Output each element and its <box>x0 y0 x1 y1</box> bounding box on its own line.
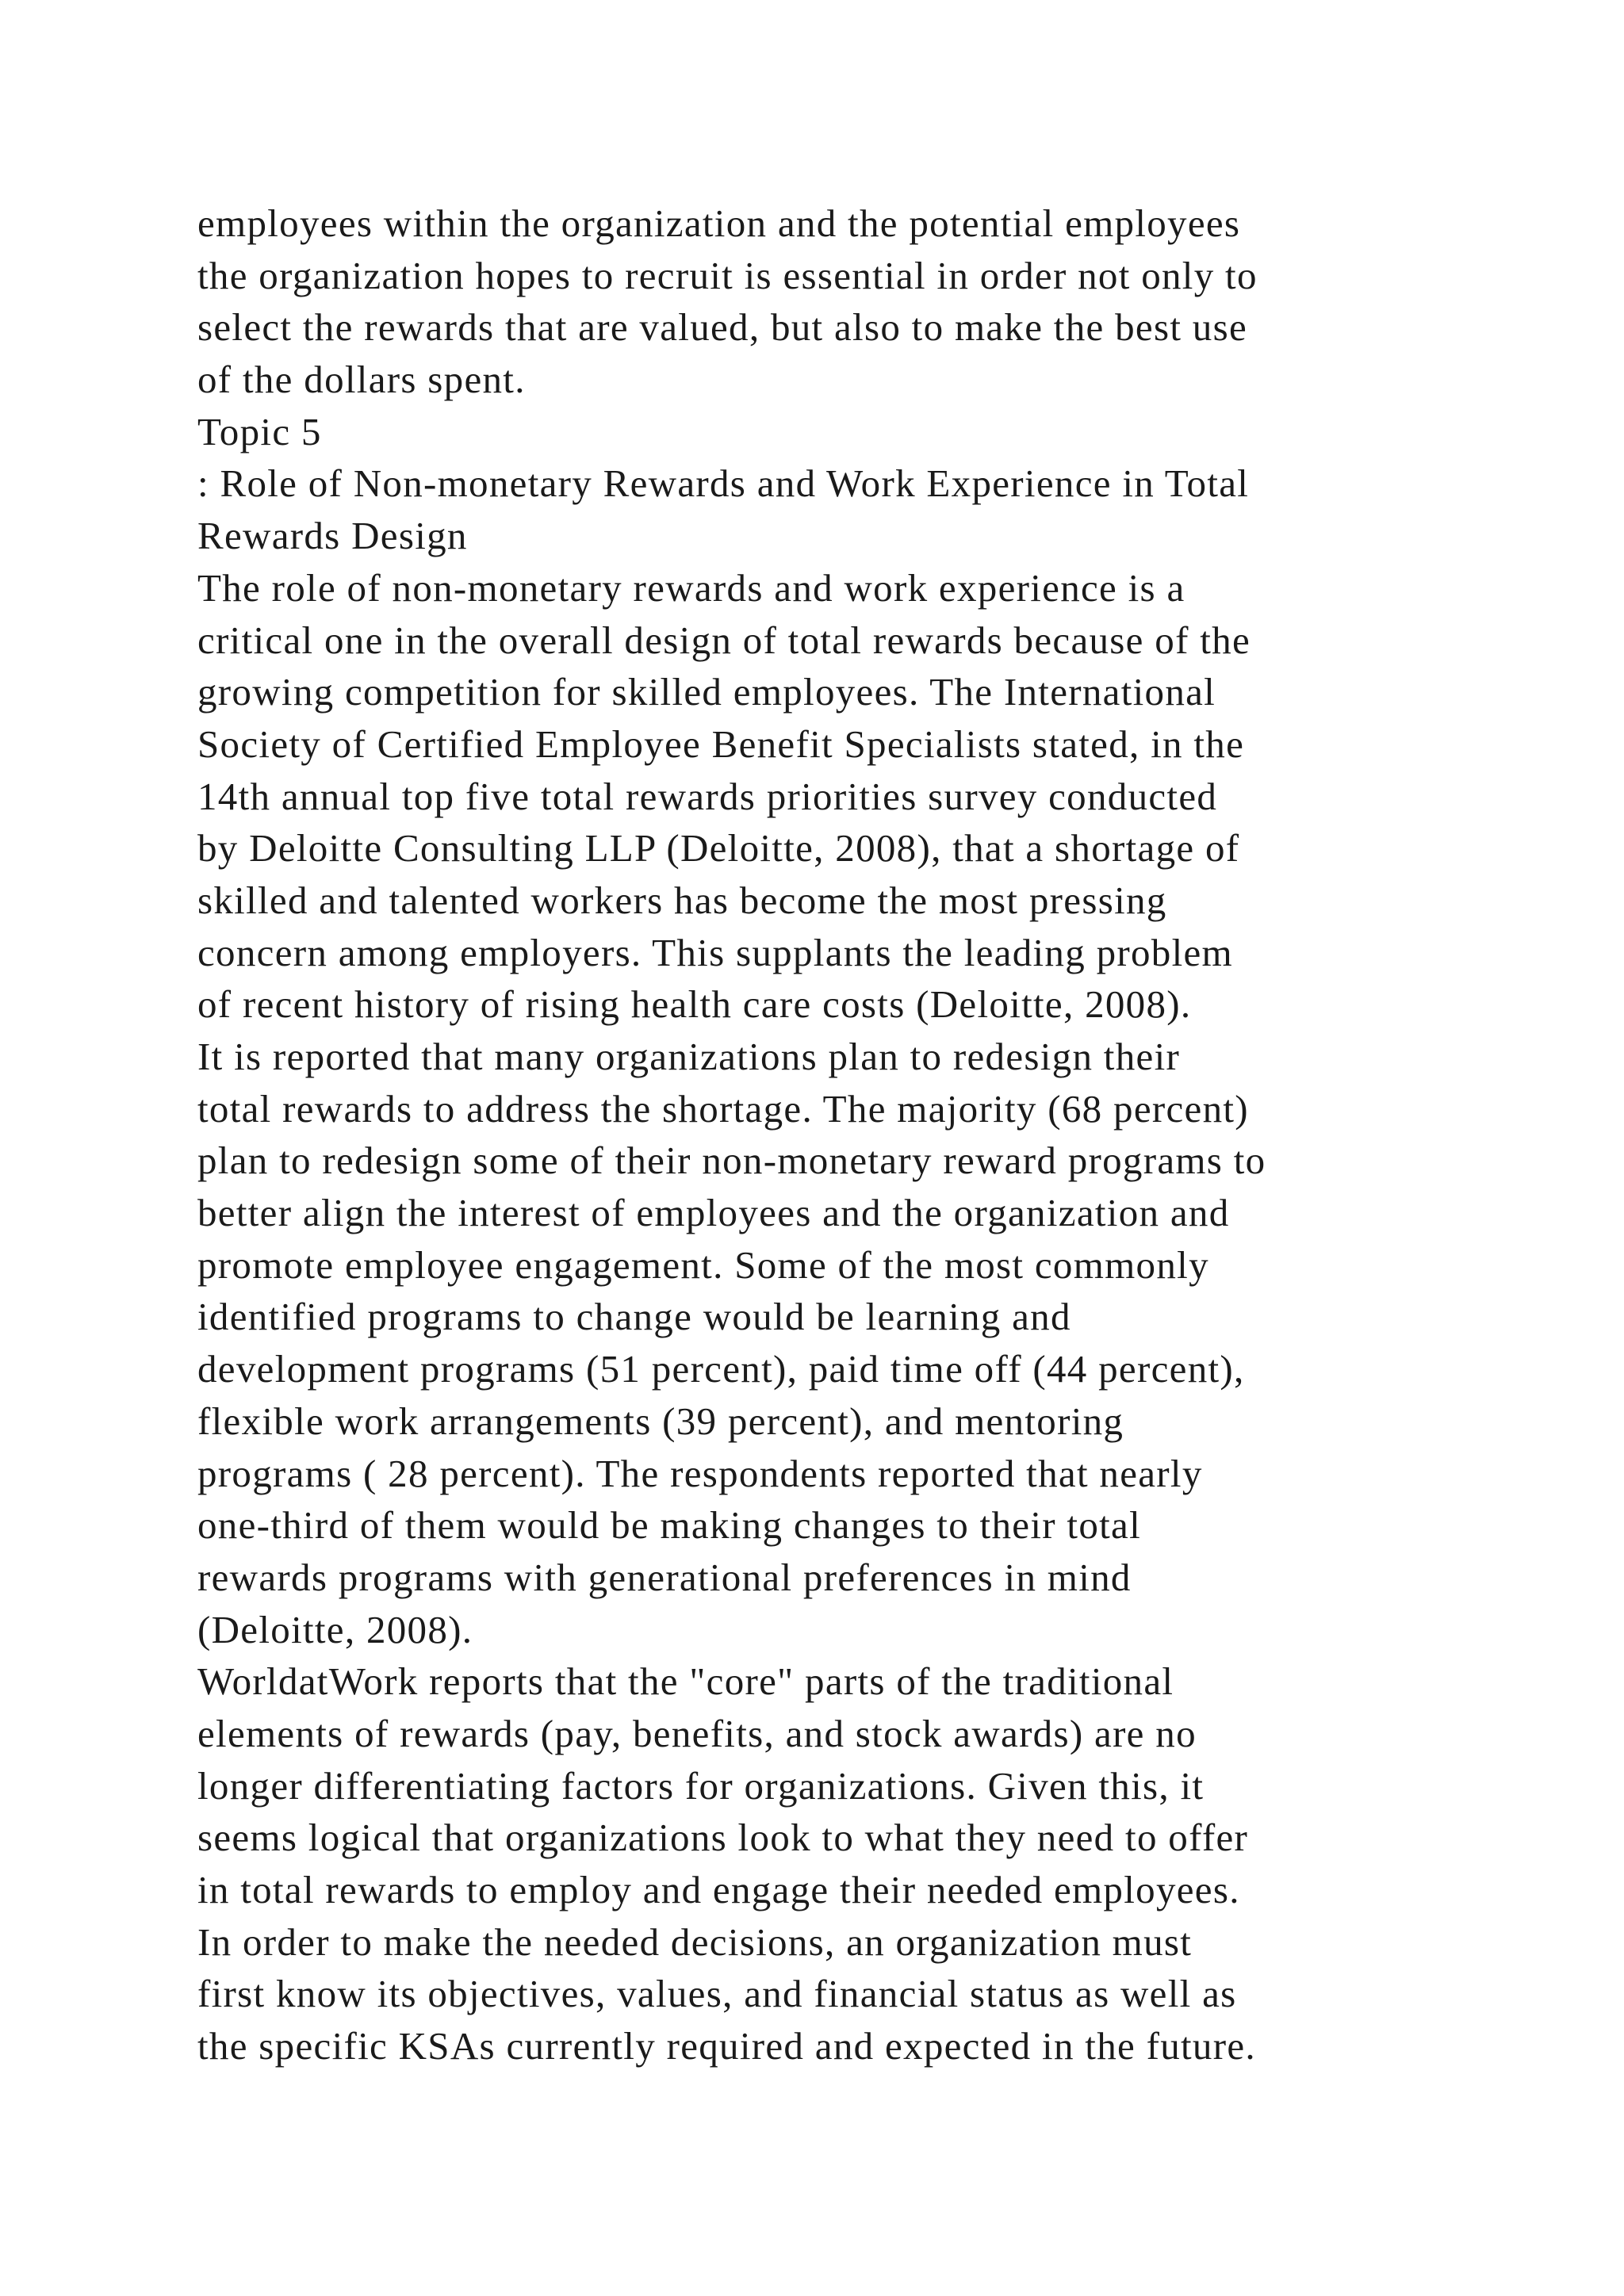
text-line: programs ( 28 percent). The respondents reported that nearly <box>197 1451 1203 1495</box>
text-line: elements of rewards (pay, benefits, and stock awards) are no <box>197 1711 1197 1755</box>
body-text <box>197 197 1545 2072</box>
text-line: identified programs to change would be learning and <box>197 1295 1071 1339</box>
topic-heading-title: Rewards Design <box>197 514 468 558</box>
text-line: one-third of them would be making changes to their total <box>197 1503 1141 1548</box>
text-line: (Deloitte, 2008). <box>197 1607 473 1651</box>
text-line: in total rewards to employ and engage their needed employees. <box>197 1868 1240 1911</box>
text-line: total rewards to address the shortage. The majority (68 percent) <box>197 1086 1249 1131</box>
text-line: longer differentiating factors for organizations. Given this, it <box>197 1763 1205 1808</box>
text-line: by Deloitte Consulting LLP (Deloitte, 2008), that a shortage of <box>197 826 1240 871</box>
text-line: promote employee engagement. Some of the most commonly <box>197 1242 1209 1287</box>
text-line: Society of Certified Employee Benefit Specialists stated, in the <box>197 721 1245 766</box>
text-line: of recent history of rising health care costs (Deloitte, 2008). <box>197 982 1192 1027</box>
topic-heading-title: : Role of Non-monetary Rewards and Work Experience in Total <box>197 461 1250 506</box>
text-line: the organization hopes to recruit is essential in order not only to <box>197 253 1258 297</box>
text-line: skilled and talented workers has become the most pressing <box>197 878 1167 922</box>
text-line: seems logical that organizations look to what they need to offer <box>197 1816 1249 1860</box>
text-line: plan to redesign some of their non-monetary reward programs to <box>197 1138 1266 1183</box>
text-line: of the dollars spent. <box>197 358 526 402</box>
text-line: WorldatWork reports that the "core" parts of the traditional <box>197 1659 1174 1704</box>
text-line: growing competition for skilled employees. The International <box>197 670 1216 714</box>
text-line: In order to make the needed decisions, an organization must <box>197 1919 1193 1964</box>
text-line: employees within the organization and the potential employees <box>197 201 1241 245</box>
text-line: flexible work arrangements (39 percent), and mentoring <box>197 1399 1124 1443</box>
text-line: It is reported that many organizations plan to redesign their <box>197 1035 1181 1078</box>
text-line: rewards programs with generational preferences in mind <box>197 1555 1132 1599</box>
text-line: critical one in the overall design of total rewards because of the <box>197 618 1251 662</box>
text-line: 14th annual top five total rewards priorities survey conducted <box>197 774 1218 818</box>
text-line: the specific KSAs currently required and expected in the future. <box>197 2024 1256 2068</box>
text-line: The role of non-monetary rewards and work experience is a <box>197 565 1185 610</box>
topic-heading-number: Topic 5 <box>197 409 322 453</box>
text-line: concern among employers. This supplants the leading problem <box>197 930 1233 974</box>
text-line: better align the interest of employees and the organization and <box>197 1191 1230 1235</box>
text-line: select the rewards that are valued, but also to make the best use <box>197 305 1248 350</box>
text-line: first know its objectives, values, and financial status as well as <box>197 1972 1237 2016</box>
text-line: development programs (51 percent), paid time off (44 percent), <box>197 1347 1245 1391</box>
